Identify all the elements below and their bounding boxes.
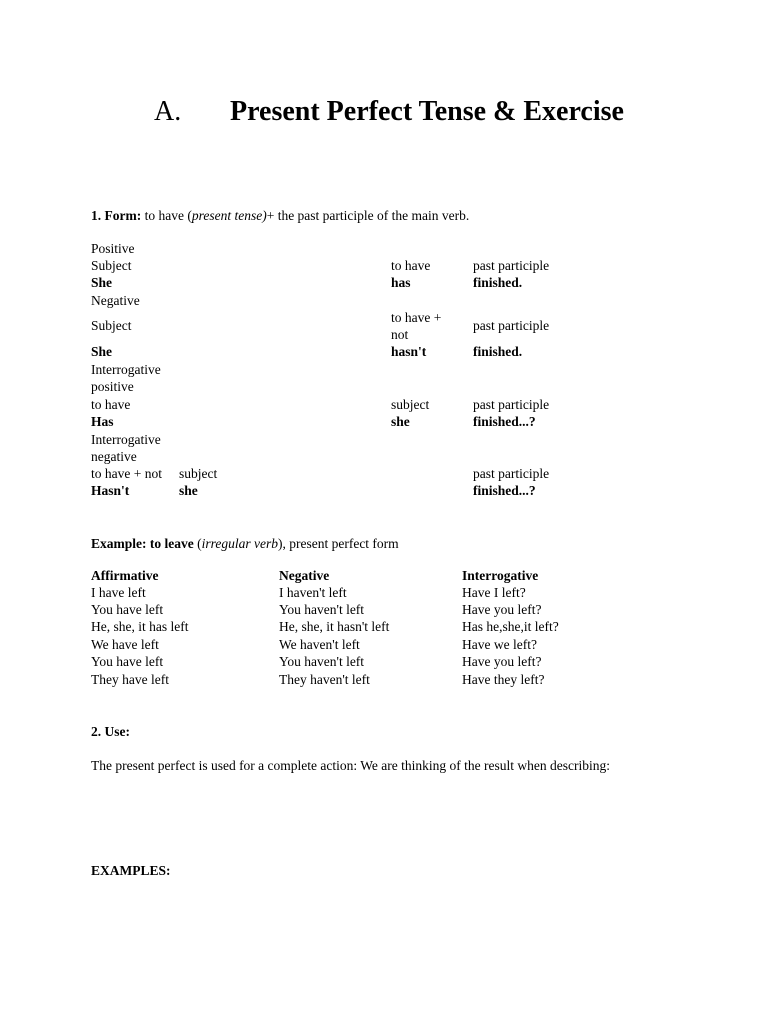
form-line — [91, 207, 469, 224]
positive-value-to-have: has — [391, 275, 411, 290]
form-text-italic: present tense) — [191, 208, 267, 223]
affirmative-row: You have left — [91, 602, 164, 617]
form-text-post: + the past participle of the main verb. — [266, 208, 470, 223]
positive-header-participle: past participle — [473, 258, 550, 273]
positive-value-participle: finished. — [473, 275, 523, 290]
interrogative-row: Have they left? — [462, 672, 545, 687]
example-header-negative: Negative — [279, 568, 330, 583]
interrogative-positive-header-subject: subject — [391, 397, 430, 412]
interrogative-positive-value-participle: finished...? — [473, 414, 536, 429]
positive-header-to-have: to have — [391, 258, 431, 273]
interrogative-negative-header-participle: past participle — [473, 466, 550, 481]
examples-heading: EXAMPLES: — [91, 863, 171, 878]
form-text-pre: to have ( — [141, 208, 192, 223]
interrogative-row: Have we left? — [462, 637, 537, 652]
interrogative-negative-label: Interrogative negative — [91, 432, 161, 464]
interrogative-negative-header-to-have-not: to have + not — [91, 466, 162, 481]
affirmative-row: You have left — [91, 654, 164, 669]
negative-label: Negative — [91, 293, 140, 308]
interrogative-negative-value-to-have-not: Hasn't — [91, 483, 130, 498]
interrogative-negative-header-subject: subject — [179, 466, 218, 481]
example-header-interrogative: Interrogative — [462, 568, 539, 583]
negative-header-participle: past participle — [473, 318, 550, 333]
interrogative-positive-label: Interrogative positive — [91, 362, 161, 394]
title-text: Present Perfect Tense & Exercise — [230, 96, 624, 127]
use-heading: 2. Use: — [91, 724, 130, 739]
interrogative-positive-header-to-have: to have — [91, 397, 131, 412]
example-header-affirmative: Affirmative — [91, 568, 159, 583]
negative-value-subject: She — [91, 344, 113, 359]
positive-header-subject: Subject — [91, 258, 132, 273]
affirmative-row: They have left — [91, 672, 169, 687]
interrogative-positive-value-subject: she — [391, 414, 410, 429]
example-text-pre: ( — [193, 536, 202, 551]
positive-label: Positive — [91, 241, 135, 256]
interrogative-row: Have I left? — [462, 585, 526, 600]
document-title — [0, 96, 768, 136]
interrogative-row: Have you left? — [462, 654, 542, 669]
example-text-italic: irregular verb — [201, 536, 278, 551]
form-heading: 1. Form: — [91, 208, 142, 223]
interrogative-positive-header-participle: past participle — [473, 397, 550, 412]
negative-row: You haven't left — [279, 654, 365, 669]
negative-row: We haven't left — [279, 637, 360, 652]
affirmative-row: We have left — [91, 637, 159, 652]
negative-row: I haven't left — [279, 585, 347, 600]
positive-value-subject: She — [91, 275, 113, 290]
interrogative-row: Has he,she,it left? — [462, 619, 559, 634]
interrogative-row: Have you left? — [462, 602, 542, 617]
negative-row: You haven't left — [279, 602, 365, 617]
title-section-letter: A. — [154, 96, 182, 127]
example-heading: Example: to leave — [91, 536, 194, 551]
interrogative-negative-value-participle: finished...? — [473, 483, 536, 498]
negative-row: They haven't left — [279, 672, 370, 687]
affirmative-row: I have left — [91, 585, 146, 600]
interrogative-negative-value-subject: she — [179, 483, 198, 498]
affirmative-row: He, she, it has left — [91, 619, 189, 634]
example-line — [91, 535, 399, 552]
example-text-post: ), present perfect form — [277, 536, 399, 551]
negative-row: He, she, it hasn't left — [279, 619, 390, 634]
negative-value-participle: finished. — [473, 344, 523, 359]
negative-header-subject: Subject — [91, 318, 132, 333]
negative-value-to-have-not: hasn't — [391, 344, 427, 359]
negative-header-to-have-not: to have + not — [391, 310, 442, 342]
use-text: The present perfect is used for a complete action: We are thinking of the result when describing: — [91, 758, 610, 773]
interrogative-positive-value-to-have: Has — [91, 414, 114, 429]
